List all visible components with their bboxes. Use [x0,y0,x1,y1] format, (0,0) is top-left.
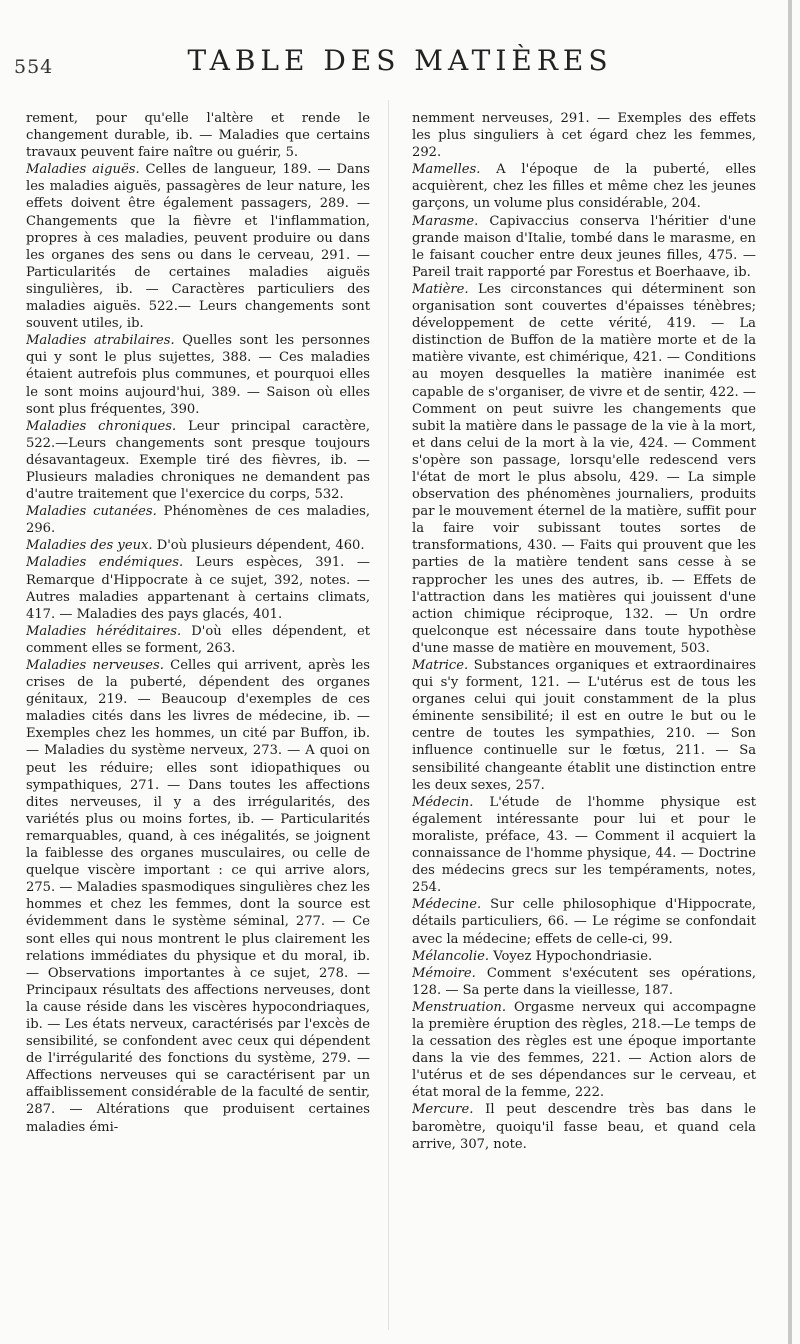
column-gutter [388,100,389,1330]
entry-headword: Matière. [412,281,469,297]
entry-text: D'où elles dépendent, et comment elles se forment, 263. [26,623,370,656]
entry-headword: Maladies des yeux. [26,538,153,554]
entry-text: Quelles sont les personnes qui y sont le plus sujettes, 388. — Ces maladies étaient autrefois plus communes, et pourquoi elles le sont moins aujourd'hui, 389. — Saison où elles sont plus fréquentes, 390. [26,333,370,417]
entry-text: Il peut descendre très bas dans le baromètre, quoiqu'il fasse beau, et quand cela arrive, 307, note. [412,1102,756,1152]
index-entry [26,623,370,657]
entry-headword: Mémoire. [412,965,476,981]
index-column-right [412,110,756,1320]
index-column-left [26,110,370,1320]
entry-headword: Matrice. [412,658,469,673]
running-title: TABLE DES MATIÈRES [187,44,613,77]
entry-text: L'étude de l'homme physique est également intéressante pour lui et pour le moraliste, préface, 43. — Comment il acquiert la connaissance de l'homme physique, 44. — Doctrine des médecins grecs sur les tempéraments, notes, 254. [412,794,756,896]
entry-text: Celles qui arrivent, après les crises de la puberté, dépendent des organes génitaux, 219. — Beaucoup d'exemples de ces maladies cités dans les livres de médecine, ib. — Exemples chez les hommes, un cité par Buffon, ib. — Maladies du système nerveux, 273. — A quoi on peut les réduire; elles sont idiopathiques ou sympathiques, 271. — Dans toutes les affections dites nerveuses, il y a des irrégularités, des variétés plus ou moins fortes, ib. — Particularités remarquables, quand, à ces inégalités, se joignent la faiblesse des organes musculaires, ou celle de quelque viscère important : ce qui arrive alors, 275. — Maladies spasmodiques singulières chez les hommes et chez les femmes, dont la source est évidemment dans le système séminal, 277. — Ce sont elles qui nous montrent le plus clairement les relations immédiates du physique et du moral, ib. — Observations importantes à ce sujet, 278. — Principaux résultats des affections nerveuses, dont la cause réside dans les viscères hypocondriaques, ib. — Les états nerveux, caractérisés par l'excès de sensibilité, se confondent avec ceux qui dépendent de l'irrégularité des fonctions du système, 279. — Affections nerveuses qui se caractérisent par un affaiblissement considérable de la faculté de sentir, 287. — Altérations que produisent certaines maladies émi- [26,658,370,1135]
entry-headword: Médecin. [412,794,474,810]
index-entry [412,794,756,897]
entry-text: Capivaccius conserva l'héritier d'une grande maison d'Italie, tombé dans le marasme, en le faisant coucher entre deux jeunes filles, 475. — Pareil trait rapporté par Forestus et Boerhaave, ib. [412,213,756,280]
index-entry [26,332,370,417]
index-entry [26,110,370,161]
index-entry [412,948,756,965]
index-entry [412,896,756,947]
entry-text: Comment s'exécutent ses opérations, 128. — Sa perte dans la vieillesse, 187. [412,965,756,998]
entry-headword: Mercure. [412,1102,474,1118]
index-entry [26,537,370,554]
entry-headword: Médecine. [412,897,482,913]
index-entry [26,554,370,622]
entry-text: Sur celle philosophique d'Hippocrate, détails particuliers, 66. — Le régime se confondait avec la médecine; effets de celle-ci, 99. [412,897,756,947]
entry-text: nemment nerveuses, 291. — Exemples des effets les plus singuliers à cet égard chez les femmes, 292. [412,111,756,161]
index-entry [412,965,756,999]
entry-text: Phénomènes de ces maladies, 296. [26,504,370,537]
index-entry [412,110,756,161]
entry-headword: Mamelles. [412,162,481,178]
page-number: 554 [14,56,54,78]
index-entry [412,657,756,794]
index-entry [26,161,370,332]
entry-headword: Mélancolie. [412,948,490,964]
entry-text: Leur principal caractère, 522.—Leurs changements sont presque toujours désavantageux. Exemple tiré des fièvres, ib. — Plusieurs maladies chroniques ne demandent pas d'autre traitement que l'exercice du corps, 532. [26,418,370,503]
entry-headword: Maladies endémiques. [26,555,184,571]
entry-text: Orgasme nerveux qui accompagne la première éruption des règles, 218.—Le temps de la cessation des règles est une époque importante dans la vie des femmes, 221. — Action alors de l'utérus et de ses dépendances sur le cerveau, et état moral de la femme, 222. [412,999,756,1101]
entry-text: A l'époque de la puberté, elles acquièrent, chez les filles et même chez les jeunes garçons, un volume plus considérable, 204. [412,162,756,212]
index-entry [412,213,756,281]
index-entry [412,281,756,657]
entry-headword: Maladies chroniques. [26,418,177,434]
entry-text: rement, pour qu'elle l'altère et rende le changement durable, ib. — Maladies que certains travaux peuvent faire naître ou guérir, 5. [26,111,370,161]
index-entry [26,657,370,1136]
entry-headword: Maladies nerveuses. [26,658,164,673]
entry-text: D'où plusieurs dépendent, 460. [152,538,365,554]
index-entry [412,1101,756,1152]
index-entry [26,418,370,503]
entry-headword: Maladies atrabilaires. [26,333,175,349]
entry-text: Les circonstances qui déterminent son organisation sont couvertes d'épaisses ténèbres; développement de cette vérité, 419. — La distinction de Buffon de la matière morte et de la matière vivante, est chimérique, 421. — Conditions au moyen desquelles la matière inanimée est capable de s'organiser, de vivre et de sentir, 422. — Comment on peut suivre les changements que subit la matière dans le passage de la vie à la mort, et dans celui de la mort à la vie, 424. — Comment s'opère son passage, lorsqu'elle redescend vers l'état de mort le plus absolu, 429. — La simple observation des phénomènes journaliers, produits par le mouvement éternel de la matière, suffit pour la faire voir subissant toutes sortes de transformations, 430. — Faits qui prouvent que les parties de la matière tendent sans cesse à se rapprocher les unes des autres, ib. — Effets de l'attraction dans les matières qui jouissent d'une action chimique réciproque, 132. — Un ordre quelconque est nécessaire dans toute hypothèse d'une masse de matière en mouvement, 503. [412,281,756,656]
entry-headword: Marasme. [412,213,479,229]
entry-text: Leurs espèces, 391. — Remarque d'Hippocrate à ce sujet, 392, notes. — Autres maladies appartenant à certains climats, 417. — Maladies des pays glacés, 401. [26,555,370,622]
entry-headword: Maladies héréditaires. [26,623,182,639]
entry-headword: Menstruation. [412,999,506,1015]
page-edge [788,0,792,1344]
entry-headword: Maladies cutanées. [26,504,157,520]
entry-text: Substances organiques et extraordinaires qui s'y forment, 121. — L'utérus est de tous les organes celui qui jouit constamment de la plus éminente sensibilité; il est en outre le but ou le centre de toutes les sympathies, 210. — Son influence continuelle sur le fœtus, 211. — Sa sensibilité changeante établit une distinction entre les deux sexes, 257. [412,658,756,793]
entry-text: Celles de langueur, 189. — Dans les maladies aiguës, passagères de leur nature, les effets doivent être également passagers, 289. — Changements que la fièvre et l'inflammation, propres à ces maladies, peuvent produire ou dans les organes des sens ou dans le cerveau, 291. — Particularités de certaines maladies aiguës singulières, ib. — Caractères particuliers des maladies aiguës. 522.— Leurs changements sont souvent utiles, ib. [26,162,370,332]
entry-text: Voyez Hypochondriasie. [489,948,653,964]
entry-headword: Maladies aiguës. [26,162,140,178]
index-entry [412,161,756,212]
index-entry [412,999,756,1102]
index-entry [26,503,370,537]
